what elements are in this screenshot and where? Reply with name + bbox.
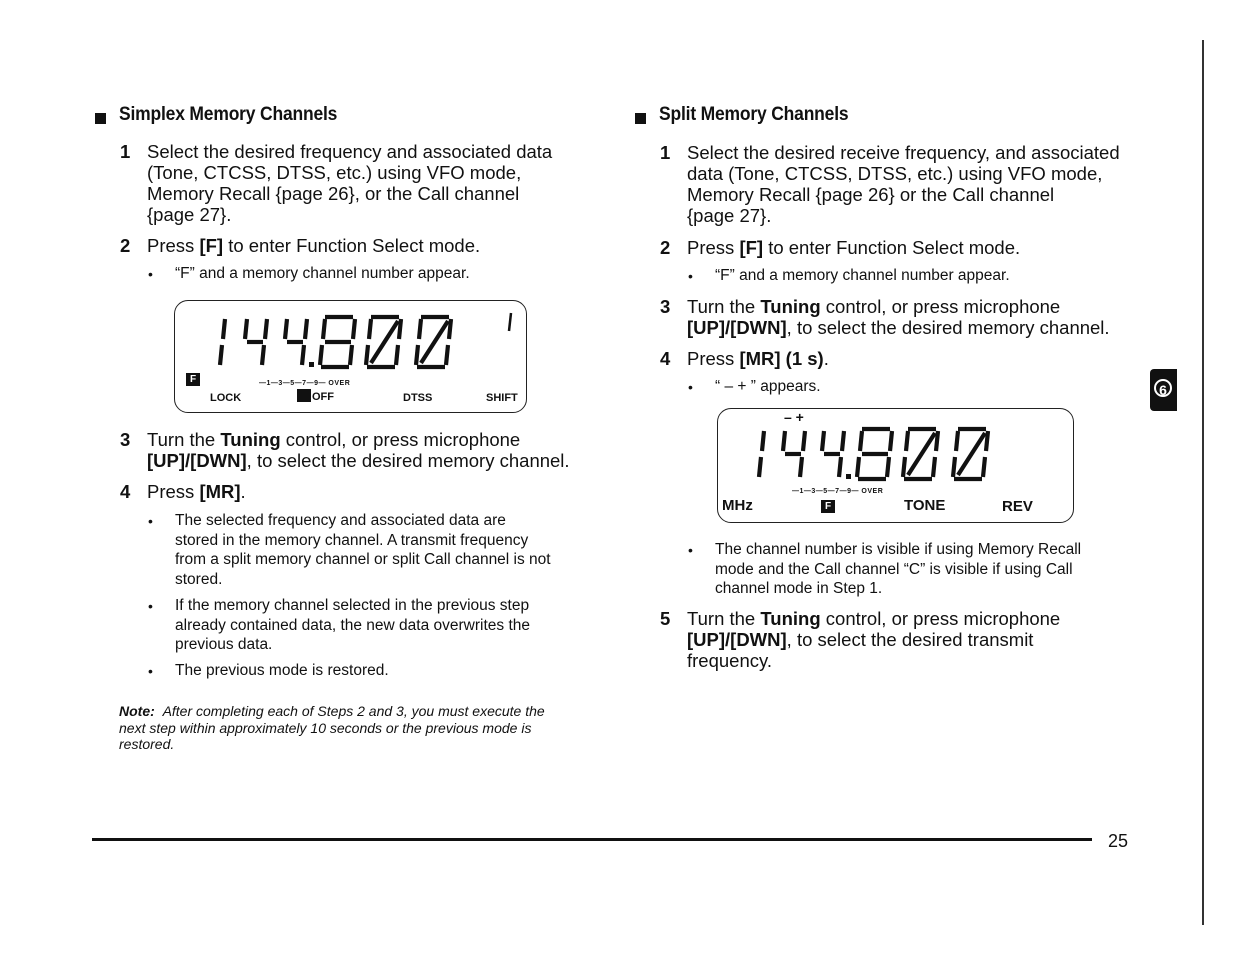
decimal-point xyxy=(309,362,314,367)
seven-segment-digit-0 xyxy=(953,429,988,479)
lcd-label-lock: LOCK xyxy=(210,392,242,404)
step4-text: Press [MR]. xyxy=(147,481,246,502)
channel-digit-1 xyxy=(509,313,511,331)
step-number: 3 xyxy=(120,429,131,450)
bullet-text: “ – + ” appears. xyxy=(715,378,821,395)
step-number: 2 xyxy=(660,237,671,258)
step3-line2: [UP]/[DWN], to select the desired memory channel. xyxy=(147,450,570,471)
bullet-dot: • xyxy=(688,542,693,558)
chapter-number: 6 xyxy=(1154,379,1172,397)
seven-segment-digit-4 xyxy=(822,431,844,477)
bullet-text: The selected frequency and associated data are stored in the memory channel. A transmit frequency from a split memory channel or split Call channel is not stored. xyxy=(175,512,551,588)
step1-line: Memory Recall {page 26}, or the Call channel xyxy=(147,183,520,204)
section-title-split: Split Memory Channels xyxy=(659,104,849,125)
f-indicator: F xyxy=(186,373,200,386)
lcd-label-shift: SHIFT xyxy=(486,392,518,404)
chapter-tab xyxy=(1150,369,1177,411)
seven-segment-digit-8 xyxy=(320,317,355,367)
seven-segment-digit-1 xyxy=(220,319,225,365)
section-bullet-square xyxy=(95,113,106,124)
page-edge-line xyxy=(1202,40,1204,925)
step1-line: Select the desired receive frequency, and associated xyxy=(687,142,1120,163)
step3-line1: Turn the Tuning control, or press microphone xyxy=(687,296,1061,317)
bullet-text: “F” and a memory channel number appear. xyxy=(175,265,470,282)
step-number: 3 xyxy=(660,296,671,317)
signal-scale: —1—3—5—7—9— OVER xyxy=(259,380,351,387)
lcd-label-off: OFF xyxy=(312,391,334,403)
minus-plus-indicator: – + xyxy=(784,409,804,425)
seven-segment-digit-0 xyxy=(416,317,451,367)
step5-line2: [UP]/[DWN], to select the desired transmit xyxy=(687,629,1034,650)
footer-rule xyxy=(92,838,1092,841)
seven-segment-digit-4 xyxy=(285,319,307,365)
seven-segment-digit-0 xyxy=(903,429,938,479)
bullet-text: “F” and a memory channel number appear. xyxy=(715,267,1010,284)
step-number: 4 xyxy=(660,348,671,369)
step1-line: Memory Recall {page 26} or the Call channel xyxy=(687,184,1055,205)
step-number: 5 xyxy=(660,608,671,629)
lcd-label-dtss: DTSS xyxy=(403,392,433,404)
lcd-display-split xyxy=(717,408,1074,523)
note: Note: After completing each of Steps 2 and 3, you must execute the next step within approximately 10 seconds or the previous mode is restored. xyxy=(119,703,545,752)
bullet-text: If the memory channel selected in the previous step already contained data, the new data overwrites the previous data. xyxy=(175,597,531,653)
step1-line: data (Tone, CTCSS, DTSS, etc.) using VFO mode, xyxy=(687,163,1103,184)
bullet-dot: • xyxy=(688,379,693,395)
step1-line: {page 27}. xyxy=(147,204,232,225)
section-title-simplex: Simplex Memory Channels xyxy=(119,104,338,125)
seven-segment-digit-0 xyxy=(366,317,401,367)
step3-line2: [UP]/[DWN], to select the desired memory channel. xyxy=(687,317,1110,338)
step1-line: Select the desired frequency and associated data xyxy=(147,141,553,162)
lcd-label-mhz: MHz xyxy=(722,497,753,514)
step-number: 4 xyxy=(120,481,131,502)
f-indicator: F xyxy=(821,500,835,513)
step3-line1: Turn the Tuning control, or press microphone xyxy=(147,429,521,450)
step-number: 1 xyxy=(660,142,671,163)
step2-text: Press [F] to enter Function Select mode. xyxy=(147,235,481,256)
section-bullet-square xyxy=(635,113,646,124)
bullet-dot: • xyxy=(148,266,153,282)
step2-text: Press [F] to enter Function Select mode. xyxy=(687,237,1021,258)
f-indicator-small xyxy=(297,389,311,402)
page-number: 25 xyxy=(1108,831,1129,851)
bullet-dot: • xyxy=(148,598,153,614)
bullet-dot: • xyxy=(148,513,153,529)
step1-line: (Tone, CTCSS, DTSS, etc.) using VFO mode, xyxy=(147,162,522,183)
bullet-text: The previous mode is restored. xyxy=(175,662,389,679)
bullet-dot: • xyxy=(148,663,153,679)
step-number: 1 xyxy=(120,141,131,162)
step4-text: Press [MR] (1 s). xyxy=(687,348,829,369)
seven-segment-digit-8 xyxy=(857,429,892,479)
decimal-point xyxy=(846,474,851,479)
bullet-text: The channel number is visible if using Memory Recall mode and the Call channel “C” is visible if using Call channel mode in Step 1. xyxy=(715,541,1082,597)
lcd-display-simplex xyxy=(174,300,527,413)
lcd-label-rev: REV xyxy=(1002,498,1033,515)
step5-line1: Turn the Tuning control, or press microphone xyxy=(687,608,1061,629)
seven-segment-digit-4 xyxy=(245,319,267,365)
seven-segment-digit-4 xyxy=(783,431,805,477)
signal-scale: —1—3—5—7—9— OVER xyxy=(792,488,884,495)
seven-segment-digit-1 xyxy=(759,431,764,477)
lcd-label-tone: TONE xyxy=(904,497,946,514)
step5-line3: frequency. xyxy=(687,650,773,671)
bullet-dot: • xyxy=(688,268,693,284)
step1-line: {page 27}. xyxy=(687,205,772,226)
step-number: 2 xyxy=(120,235,131,256)
